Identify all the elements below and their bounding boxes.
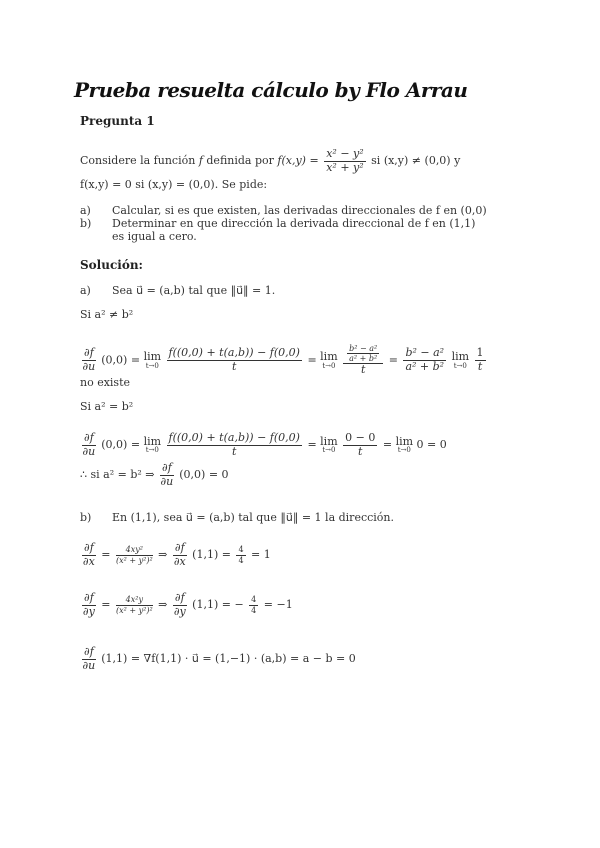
px2-den: ∂x: [173, 554, 186, 568]
solution-heading: Solución:: [80, 258, 143, 272]
partial-x-line: $\frac{\partial f}{\partial x}$ = $\frac{\text{4xy²}}{\text{(x² + y²)²}}$ ⇒ $\frac{\partial f}{\partial x}$ (1,1) = $\frac{4}{4}$ = 1: [82, 541, 271, 568]
fraction-numerator: x² − y²: [326, 147, 364, 160]
lim-sub-5: t→0: [322, 446, 336, 455]
limit-operator: [144, 351, 161, 370]
px2-num: ∂f: [174, 541, 185, 554]
partial-u-2: [82, 432, 96, 458]
pu-den: ∂u: [82, 658, 96, 672]
eval-point-2: (0,0) =: [101, 438, 141, 452]
py-result: = −1: [263, 598, 293, 612]
dq-den: t: [232, 360, 237, 374]
lim-sub: t→0: [145, 361, 159, 370]
difference-quotient: [167, 347, 302, 373]
result-fraction: [403, 347, 446, 373]
px-rhs: [116, 545, 153, 564]
limit-operator-5: [320, 436, 337, 455]
zero-fraction: [343, 432, 377, 458]
result-num: b² − a²: [405, 346, 445, 360]
py-den: ∂y: [82, 604, 95, 618]
py-val: [249, 595, 258, 614]
statement-line-2: f(x,y) = 0 si (x,y) = (0,0). Se pide:: [80, 178, 268, 191]
conclusion-pre: ∴ si a² = b² ⇒: [80, 468, 155, 482]
px-val-den: 4: [238, 555, 244, 565]
limit-operator-4: [144, 436, 161, 455]
function-fraction: [324, 148, 365, 174]
partial-y-2: [173, 592, 187, 618]
partial-u-3: [160, 462, 174, 488]
function-expression: f(x,y) =: [277, 154, 319, 168]
question-heading: Pregunta 1: [80, 114, 155, 128]
lim-word-2: lim: [320, 350, 338, 364]
conclusion-post: (0,0) = 0: [179, 468, 229, 482]
item-a-label: a): [80, 204, 91, 217]
lim-sub-3: t→0: [453, 361, 467, 370]
zero-den: t: [358, 444, 363, 458]
lim-word-3: lim: [451, 350, 470, 364]
py-at: (1,1) = −: [192, 598, 244, 612]
py-val-num: 4: [251, 595, 257, 605]
function-symbol: f: [198, 154, 203, 168]
t-den: t: [477, 360, 483, 374]
limit-operator-3: [452, 351, 469, 370]
partial-num-2: ∂f: [84, 431, 94, 444]
zero-num: 0 − 0: [345, 431, 376, 444]
partial-y: [82, 592, 96, 618]
lim-sub-6: t→0: [397, 446, 411, 455]
limit-operator-6: [396, 436, 413, 455]
partial-num: ∂f: [84, 346, 94, 360]
no-existe-text: no existe: [80, 376, 131, 389]
one-num: 1: [476, 346, 484, 360]
limit-result: 0 = 0: [416, 438, 447, 452]
partial-u-4: [82, 646, 96, 672]
limit-operator-2: [320, 351, 337, 370]
py-rhs: [116, 595, 153, 614]
small-fraction: [347, 344, 379, 363]
py-rhs-num: 4x²y: [116, 595, 153, 605]
pu-rhs: (1,1) = ∇f(1,1) · u⃗ = (1,−1) · (a,b) = a − b = 0: [101, 652, 356, 666]
fraction-denominator: x² + y²: [326, 160, 364, 174]
statement-text: Considere la función: [80, 154, 196, 168]
lim-sub-4: t→0: [145, 446, 159, 455]
nested-den: t: [360, 363, 366, 377]
sol-a-text: Sea u⃗ = (a,b) tal que ‖u⃗‖ = 1.: [112, 284, 276, 297]
item-b-label: b): [80, 217, 92, 230]
sol-b-text: En (1,1), sea u⃗ = (a,b) tal que ‖u⃗‖ = 1 la dirección.: [112, 511, 394, 524]
px-at: (1,1) =: [192, 548, 231, 562]
partial-y-line: $\frac{\partial f}{\partial y}$ = $\frac{\text{4x²y}}{\text{(x² + y²)²}}$ ⇒ $\frac{\partial f}{\partial y}$ (1,1) = − $\frac{4}{4}$ = −1: [82, 591, 293, 618]
partial-den-3: ∂u: [160, 474, 174, 488]
statement-defined-by: definida por: [206, 154, 274, 168]
small-num: b² − a²: [349, 344, 378, 353]
partial-den: ∂u: [82, 360, 96, 374]
px-rhs-num: 4xy²: [116, 545, 153, 555]
partial-den-2: ∂u: [82, 444, 96, 458]
py-num: ∂f: [84, 591, 94, 604]
py2-num: ∂f: [174, 591, 185, 604]
sol-b-label: b): [80, 511, 92, 524]
case-2-text: Si a² = b²: [80, 400, 134, 413]
dq2-den: t: [232, 444, 237, 458]
py-val-den: 4: [251, 605, 257, 615]
directional-derivative-line: [80, 646, 356, 672]
lim-word-5: lim: [320, 434, 338, 448]
result-den: a² + b²: [405, 360, 445, 374]
px-result: = 1: [251, 548, 271, 562]
item-b-text-cont: es igual a cero.: [112, 230, 197, 243]
equation-2: $\frac{\partial f}{\partial u}$ (0,0) = lim t→0 $\frac{f((0,0) + t(a,b)) - f(0,0)}{t}$ = lim t→0 $\frac{0 - 0}{t}$ = lim t→0 0 = 0: [82, 431, 447, 458]
difference-quotient-2: [167, 432, 302, 458]
sol-a-label: a): [80, 284, 91, 297]
px-rhs-den: (x² + y²)²: [115, 555, 153, 565]
eval-point: (0,0) =: [101, 353, 141, 367]
lim-word-4: lim: [143, 434, 162, 448]
pu-num: ∂f: [84, 645, 94, 658]
lim-word: lim: [143, 350, 162, 364]
statement-line-1: [80, 148, 460, 174]
nested-fraction: [343, 344, 383, 377]
dq2-num: f((0,0) + t(a,b)) − f(0,0): [168, 431, 300, 444]
lim-word-6: lim: [395, 434, 414, 448]
px-num: ∂f: [84, 541, 94, 554]
small-den: a² + b²: [349, 354, 378, 364]
statement-condition: si (x,y) ≠ (0,0) y: [371, 154, 461, 168]
case-1-text: Si a² ≠ b²: [80, 308, 134, 321]
equation-1: $\frac{\partial f}{\partial u}$ (0,0) = lim t→0 $\frac{f((0,0) + t(a,b)) - f(0,0)}{t}$ = lim t→0 $\frac{\frac{\text{b² − a²}}{\text{a² + b²}}}{t}$ = $\frac{\text{b² − a²}}{\text{a² + b²}}$ lim t→0 $\frac{1}{t}$: [82, 344, 484, 377]
partial-u: [82, 347, 96, 373]
dq-num: f((0,0) + t(a,b)) − f(0,0): [168, 346, 300, 360]
document-title: Prueba resuelta cálculo by Flo Arrau: [74, 78, 468, 102]
px-val-num: 4: [238, 545, 244, 555]
lim-sub-2: t→0: [322, 361, 336, 370]
item-a-text: Calcular, si es que existen, las derivadas direccionales de f en (0,0): [112, 204, 487, 217]
one-over-t: [475, 347, 486, 373]
partial-num-3: ∂f: [162, 461, 172, 474]
item-b-text: Determinar en que dirección la derivada direccional de f en (1,1): [112, 217, 476, 230]
py2-den: ∂y: [173, 604, 186, 618]
conclusion-line: [80, 462, 229, 488]
py-rhs-den: (x² + y²)²: [115, 605, 153, 615]
px-den: ∂x: [82, 554, 95, 568]
nested-num: [343, 344, 383, 364]
partial-x-2: [173, 542, 187, 568]
partial-x: [82, 542, 96, 568]
px-val: [236, 545, 245, 564]
